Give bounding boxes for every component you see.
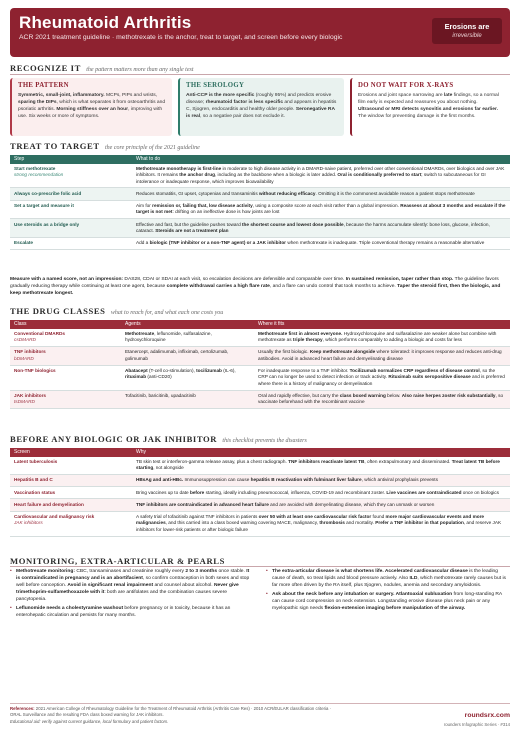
- table-row: [10, 188, 510, 200]
- card-title: DO NOT WAIT FOR X-RAYS: [358, 82, 454, 89]
- pearls-list: [266, 569, 510, 613]
- row-sublabel: bDMARD: [14, 355, 34, 361]
- row-sublabel: JAK inhibitors: [14, 520, 43, 526]
- screening-table: [10, 448, 510, 537]
- row-label: Escalate: [10, 237, 132, 249]
- references: References: 2021 American College of Rheumatology Guideline for the Treatment of Rheumatoid Arthritis (Arthritis Care Res) · 2010 ACR/EULAR classification criteria · ORAL Surveillance and the resulting FDA class boxed warning for JAK inhibitors. Educational aid: verify against current guidance, local formulary and patient factors.: [10, 706, 331, 724]
- section-divider: [10, 74, 510, 75]
- row-label: Hepatitis B and C: [10, 475, 132, 487]
- section-subtitle: the pattern matters more than any single test: [86, 67, 194, 73]
- card-pattern: [10, 78, 172, 136]
- badge-subtitle: irreversible: [452, 32, 482, 39]
- erosions-badge: [432, 18, 502, 44]
- card-xray: [350, 78, 510, 136]
- row-agents: Methotrexate, leflunomide, sulfasalazine, hydroxychloroquine: [121, 329, 254, 347]
- brand-link[interactable]: roundsrx.com: [464, 712, 510, 719]
- section-drugs-heading: [10, 306, 510, 317]
- column-header: Step: [10, 155, 132, 164]
- row-label: Start methotrexate strong recommendation: [10, 164, 132, 188]
- badge-title: Erosions are: [444, 22, 490, 31]
- row-label: Cardiovascular and malignancy risk JAK inhibitors: [10, 511, 132, 536]
- column-header: Screen: [10, 448, 132, 457]
- pearls-list: [10, 569, 254, 620]
- row-agents: Tofacitinib, baricitinib, upadacitinib: [121, 390, 254, 409]
- card-title: THE PATTERN: [18, 82, 69, 89]
- table-row: [10, 457, 510, 475]
- section-subtitle: this checklist prevents the disasters: [222, 438, 307, 444]
- section-recognize-heading: [10, 63, 510, 74]
- card-title: THE SEROLOGY: [186, 82, 245, 89]
- page-title: Rheumatoid Arthritis: [19, 13, 192, 32]
- row-label: Vaccination status: [10, 487, 132, 499]
- series-label: rounders Infographic Series · #314: [443, 721, 510, 727]
- list-item: • Leflunomide needs a cholestyramine washout before pregnancy or in toxicity, because it has an enterohepatic circulation and persists for many months.: [10, 606, 254, 620]
- row-sublabel: strong recommendation: [14, 172, 64, 178]
- section-title: BEFORE ANY BIOLOGIC OR JAK INHIBITOR: [10, 434, 218, 444]
- table-row: [10, 499, 510, 511]
- header-banner: [10, 8, 510, 57]
- row-detail: Aim for remission or, failing that, low disease activity, using a composite score at each visit rather than a global impression. Reassess at about 3 months and escalate if the target is not met: drifting on an ineffective dose is how joints are lost: [132, 200, 510, 219]
- table-row: [10, 511, 510, 536]
- footer-divider: [10, 703, 510, 704]
- section-title: TREAT TO TARGET: [10, 141, 100, 151]
- list-item: • Ask about the neck before any intubation or surgery. Atlantoaxial subluxation from long-standing RA can cause cord compression on neck extension. Longstanding erosive disease plus neck pain or any myelopathic sign needs flexion-extension imaging before manipulation of the airway.: [266, 592, 510, 613]
- row-label: Set a target and measure it: [10, 200, 132, 219]
- footer-brand: [444, 712, 510, 727]
- screening-body: [10, 457, 510, 537]
- row-agents: Abatacept (T-cell co-stimulation), tocilizumab (IL-6), rituximab (anti-CD20): [121, 365, 254, 390]
- target-table: [10, 155, 510, 250]
- row-label: Latent tuberculosis: [10, 457, 132, 475]
- row-detail: Add a biologic (TNF inhibitor or a non-TNF agent) or a JAK inhibitor when methotrexate is inadequate. Triple conventional therapy remains a reasonable alternative: [132, 237, 510, 249]
- table-row: [10, 219, 510, 238]
- row-detail: A safety trial of tofacitinib against TNF inhibitors in patients over 50 with at least one cardiovascular risk factor found more major cardiovascular events and more malignancies, and this carried into a class boxed warning covering MACE, malignancy, thrombosis and mortality. Prefer a TNF inhibitor in that population, and reserve JAK inhibitors for lower-risk patients or after biologic failure: [132, 511, 510, 536]
- pearls-right-column: [266, 569, 510, 615]
- table-row: [10, 347, 510, 366]
- column-header: Where it fits: [254, 320, 510, 329]
- table-row: [10, 475, 510, 487]
- row-sublabel: tsDMARD: [14, 399, 35, 405]
- section-screening-heading: [10, 434, 510, 445]
- row-label: Always co-prescribe folic acid: [10, 188, 132, 200]
- table-row: [10, 237, 510, 249]
- table-row: [10, 365, 510, 390]
- column-header: Why: [132, 448, 510, 457]
- card-body: Symmetric, small-joint, inflammatory. MCPs, PIPs and wrists, sparing the DIPs, which is what separates it from osteoarthritis and psoriatic arthritis. Morning stiffness over an hour, improving with use. Six weeks or more of symptoms.: [18, 92, 166, 119]
- list-item: • Methotrexate monitoring: CBC, transaminases and creatinine roughly every 2 to 3 months once stable. It is contraindicated in pregnancy and is an abortifacient, so confirm contraception in both sexes and stop well before conception. Avoid in significant renal impairment and counsel about alcohol. Never give trimethoprim-sulfamethoxazole with it: both are antifolates and the combination causes severe pancytopenia.: [10, 569, 254, 604]
- row-detail: Methotrexate first in almost everyone. Hydroxychloroquine and sulfasalazine are weaker alone but combine with methotrexate as triple therapy, which performs comparably to adding a biologic and costs far less: [254, 329, 510, 347]
- row-sublabel: csDMARD: [14, 337, 36, 343]
- section-subtitle: what to reach for, and what each one costs you: [110, 310, 224, 316]
- row-detail: TB skin test or interferon-gamma release assay, plus a chest radiograph. TNF inhibitors reactivate latent TB, often extrapulmonary and disseminated. Treat latent TB before starting, not alongside: [132, 457, 510, 475]
- card-serology: [178, 78, 344, 136]
- section-title: THE DRUG CLASSES: [10, 306, 106, 316]
- row-detail: Methotrexate monotherapy is first-line in moderate to high disease activity in a DMARD-naive patient, preferred over other conventional DMARDs, over biologics and over JAK inhibitors. It remains the anchor drug, including as the backbone when a biologic is later added. Oral is conditionally preferred to start; switch to subcutaneous for GI intolerance or inadequate response, which improves bioavailability: [132, 164, 510, 188]
- row-label: Heart failure and demyelination: [10, 499, 132, 511]
- column-header: Class: [10, 320, 121, 329]
- row-label: Use steroids as a bridge only: [10, 219, 132, 238]
- section-target-heading: [10, 141, 510, 152]
- card-body: Erosions and joint space narrowing are late findings, so a normal film early is expected and reassures you about nothing. Ultrasound or MRI detects synovitis and erosions far earlier. The window for preventing damage is the first months.: [358, 92, 499, 119]
- page-subtitle: ACR 2021 treatment guideline · methotrexate is the anchor, treat to target, and screen before every biologic: [19, 34, 343, 41]
- row-detail: HBsAg and anti-HBc. Immunosuppression can cause hepatitis B reactivation with fulminant liver failure, which antiviral prophylaxis prevents: [132, 475, 510, 487]
- row-detail: Reduces stomatitis, GI upset, cytopenias and transaminitis without reducing efficacy. Omitting it is the commonest avoidable reason a patient stops methotrexate: [132, 188, 510, 200]
- table-row: [10, 164, 510, 188]
- row-label: JAK inhibitors tsDMARD: [10, 390, 121, 409]
- section-subtitle: the core principle of the 2021 guideline: [105, 145, 200, 151]
- row-label: Non-TNF biologics: [10, 365, 121, 390]
- row-detail: TNF inhibitors are contraindicated in advanced heart failure and are avoided with demyelinating disease, which they can unmask or worsen: [132, 499, 510, 511]
- section-divider: [10, 566, 510, 567]
- section-title: MONITORING, EXTRA-ARTICULAR & PEARLS: [10, 556, 225, 566]
- target-table-body: [10, 164, 510, 250]
- card-body: Anti-CCP is the more specific (roughly 95%) and predicts erosive disease; rheumatoid factor is less specific and appears in hepatitis C, Sjogren, endocarditis and healthy older people. Seronegative RA is real, so a negative pair does not exclude it.: [186, 92, 337, 119]
- row-detail: Oral and rapidly effective, but carry the class boxed warning below. Also raise herpes zoster risk substantially, so vaccinate beforehand with the recombinant vaccine: [254, 390, 510, 409]
- table-row: [10, 390, 510, 409]
- row-agents: Etanercept, adalimumab, infliximab, certolizumab, golimumab: [121, 347, 254, 366]
- section-title: RECOGNIZE IT: [10, 63, 81, 73]
- table-row: [10, 487, 510, 499]
- list-item: • The extra-articular disease is what shortens life. Accelerated cardiovascular disease is the leading cause of death, so treat lipids and blood pressure actively. Also ILD, which methotrexate rarely causes but is far more often driven by the RA itself, plus Sjogren, nodules, anemia and secondary amyloidosis.: [266, 569, 510, 590]
- row-label: Conventional DMARDs csDMARD: [10, 329, 121, 347]
- table-row: [10, 329, 510, 347]
- row-detail: For inadequate response to a TNF inhibitor. Tocilizumab normalizes CRP regardless of disease control, so the CRP can no longer be used to detect infection or track activity. Rituximab suits seropositive disease and is preferred where there is a history of malignancy or demyelination: [254, 365, 510, 390]
- row-detail: Usually the first biologic. Keep methotrexate alongside where tolerated: it improves response and reduces anti-drug antibodies. Avoid in advanced heart failure and demyelinating disease: [254, 347, 510, 366]
- table-row: [10, 200, 510, 219]
- column-header: What to do: [132, 155, 510, 164]
- drug-classes-body: [10, 329, 510, 409]
- drug-classes-table: [10, 320, 510, 409]
- row-detail: Effective and fast, but the guideline pushes toward the shortest course and lowest dose possible, because the harms accumulate silently: bone loss, glucose, infection, cataract. Steroids are not a treatment plan: [132, 219, 510, 238]
- row-detail: Bring vaccines up to date before starting, ideally including pneumococcal, influenza, COVID-19 and recombinant zoster. Live vaccines are contraindicated once on biologics: [132, 487, 510, 499]
- column-header: Agents: [121, 320, 254, 329]
- target-note: Measure with a named score, not an impression: DAS28, CDAI or SDAI at each visit, so escalation decisions are defensible and comparable over time. In sustained remission, taper rather than stop. The guideline favors gradually reducing therapy while continuing at least one agent, because complete withdrawal carries a high flare rate, and a flare can undo control that took months to achieve. Taper the steroid first, then the biologic, and keep methotrexate longest.: [10, 277, 501, 297]
- row-label: TNF inhibitors bDMARD: [10, 347, 121, 366]
- pearls-left-column: [10, 569, 254, 622]
